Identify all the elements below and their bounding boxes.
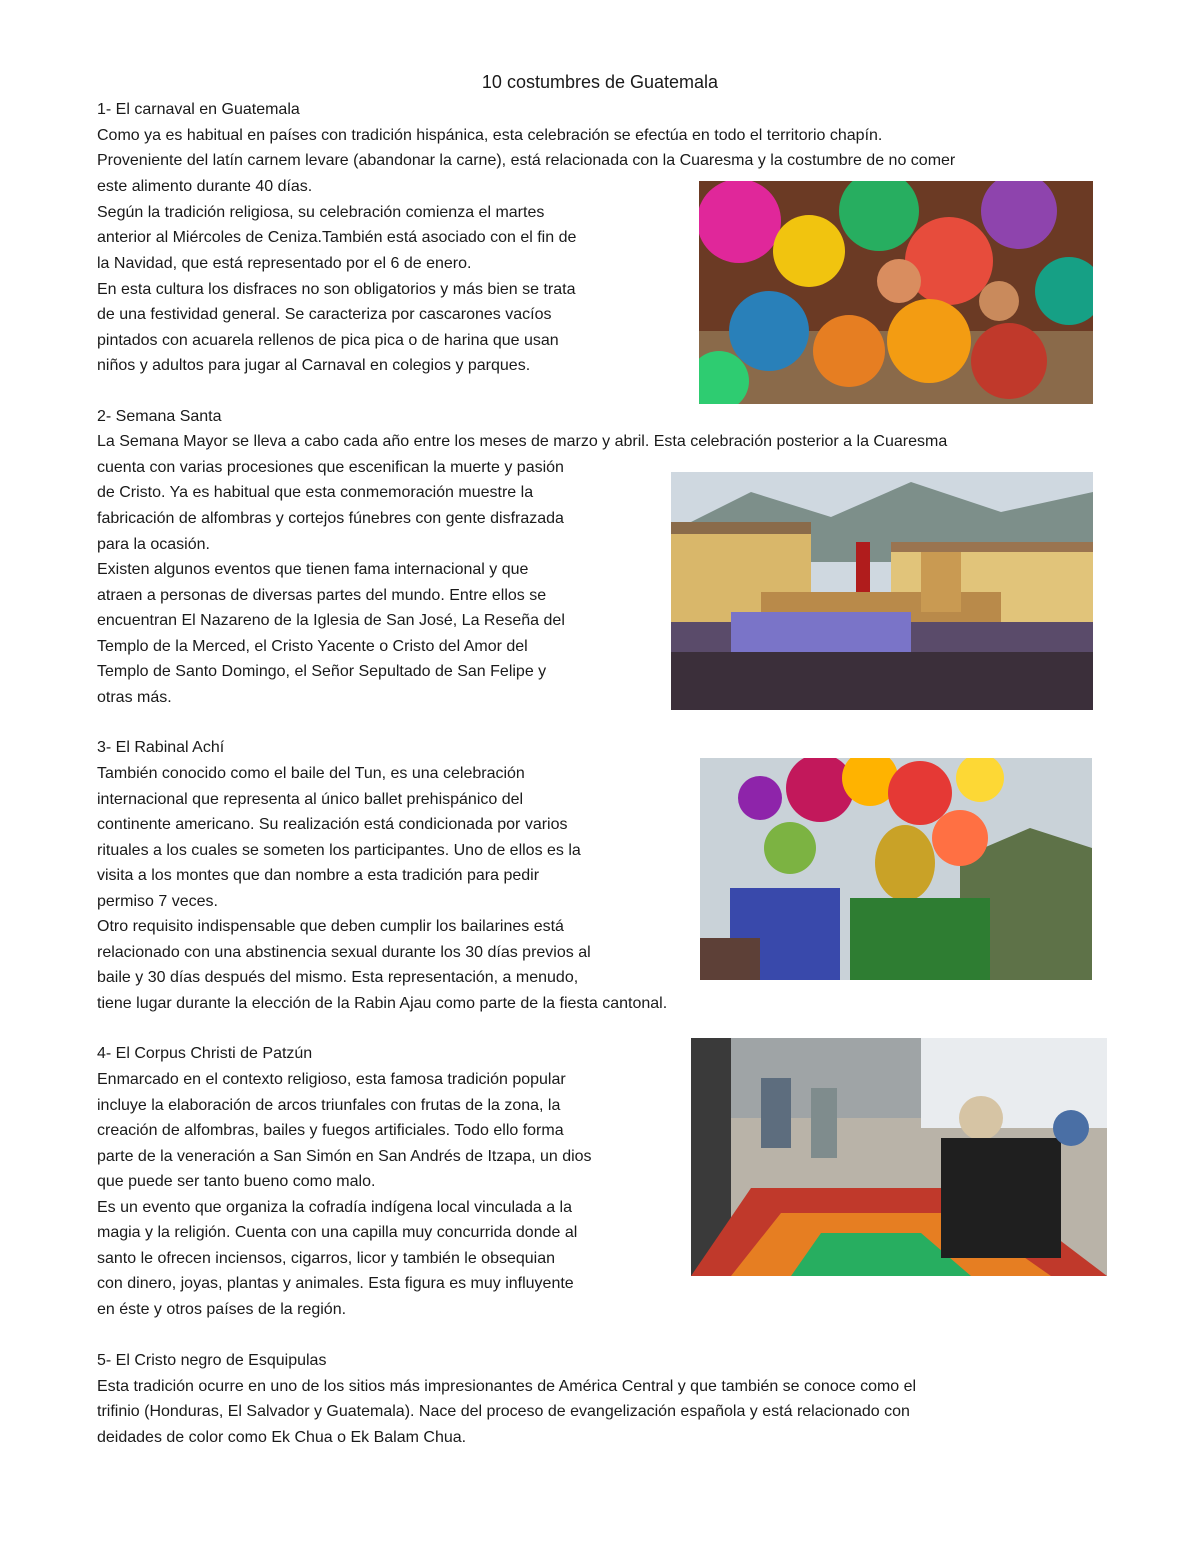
text-line: de una festividad general. Se caracteriza por cascarones vacíos [97, 306, 552, 323]
text-line: visita a los montes que dan nombre a esta tradición para pedir [97, 867, 540, 884]
text-line: en éste y otros países de la región. [97, 1301, 347, 1318]
text-line: encuentran El Nazareno de la Iglesia de San José, La Reseña del [97, 612, 565, 629]
text-line: tiene lugar durante la elección de la Rabin Ajau como parte de la fiesta cantonal. [97, 995, 668, 1012]
section-heading: 1- El carnaval en Guatemala [97, 101, 300, 118]
text-line: internacional que representa al único ballet prehispánico del [97, 791, 524, 808]
text-line: También conocido como el baile del Tun, es una celebración [97, 765, 525, 782]
text-line: Templo de Santo Domingo, el Señor Sepultado de San Felipe y [97, 663, 547, 680]
text-line: trifinio (Honduras, El Salvador y Guatemala). Nace del proceso de evangelización española y está relacionado con [97, 1403, 910, 1420]
text-line: relacionado con una abstinencia sexual durante los 30 días previos al [97, 944, 591, 961]
text-line: de Cristo. Ya es habitual que esta conmemoración muestre la [97, 484, 534, 501]
text-line: para la ocasión. [97, 536, 210, 553]
section-heading: 5- El Cristo negro de Esquipulas [97, 1352, 327, 1369]
text-line: Como ya es habitual en países con tradición hispánica, esta celebración se efectúa en todo el territorio chapín. [97, 127, 883, 144]
text-line: Existen algunos eventos que tienen fama internacional y que [97, 561, 529, 578]
text-line: baile y 30 días después del mismo. Esta representación, a menudo, [97, 969, 579, 986]
text-line: Templo de la Merced, el Cristo Yacente o Cristo del Amor del [97, 638, 528, 655]
text-line: la Navidad, que está representado por el 6 de enero. [97, 255, 472, 272]
text-line: En esta cultura los disfraces no son obligatorios y más bien se trata [97, 281, 576, 298]
text-line: Proveniente del latín carnem levare (abandonar la carne), está relacionada con la Cuaresma y la costumbre de no comer [97, 152, 956, 169]
text-line: este alimento durante 40 días. [97, 178, 313, 195]
text-line: permiso 7 veces. [97, 893, 218, 910]
text-line: La Semana Mayor se lleva a cabo cada año entre los meses de marzo y abril. Esta celebración posterior a la Cuaresma [97, 433, 948, 450]
text-line: fabricación de alfombras y cortejos fúnebres con gente disfrazada [97, 510, 564, 527]
section-heading: 3- El Rabinal Achí [97, 739, 225, 756]
text-line: creación de alfombras, bailes y fuegos artificiales. Todo ello forma [97, 1122, 564, 1139]
text-line: Esta tradición ocurre en uno de los sitios más impresionantes de América Central y que también se conoce como el [97, 1378, 917, 1395]
text-line: Otro requisito indispensable que deben cumplir los bailarines está [97, 918, 564, 935]
page-title: 10 costumbres de Guatemala [481, 72, 719, 92]
text-line: deidades de color como Ek Chua o Ek Balam Chua. [97, 1429, 467, 1446]
text-line: niños y adultos para jugar al Carnaval en colegios y parques. [97, 357, 531, 374]
text-line: Es un evento que organiza la cofradía indígena local vinculada a la [97, 1199, 572, 1216]
carnival-photo [699, 181, 1093, 404]
section-heading: 4- El Corpus Christi de Patzún [97, 1045, 313, 1062]
text-line: pintados con acuarela rellenos de pica pica o de harina que usan [97, 332, 559, 349]
text-line: que puede ser tanto bueno como malo. [97, 1173, 376, 1190]
text-line: rituales a los cuales se someten los participantes. Uno de ellos es la [97, 842, 581, 859]
corpus-christi-photo [691, 1038, 1107, 1276]
text-line: parte de la veneración a San Simón en San Andrés de Itzapa, un dios [97, 1148, 592, 1165]
text-line: Enmarcado en el contexto religioso, esta famosa tradición popular [97, 1071, 566, 1088]
procession-photo [671, 472, 1093, 710]
text-line: atraen a personas de diversas partes del mundo. Entre ellos se [97, 587, 547, 604]
rabinal-achi-photo [700, 758, 1092, 980]
section-heading: 2- Semana Santa [97, 408, 222, 425]
text-line: magia y la religión. Cuenta con una capilla muy concurrida donde al [97, 1224, 578, 1241]
text-line: santo le ofrecen inciensos, cigarros, licor y también le obsequian [97, 1250, 556, 1267]
text-line: otras más. [97, 689, 172, 706]
text-line: continente americano. Su realización está condicionada por varios [97, 816, 568, 833]
text-line: cuenta con varias procesiones que escenifican la muerte y pasión [97, 459, 564, 476]
text-line: Según la tradición religiosa, su celebración comienza el martes [97, 204, 545, 221]
text-line: anterior al Miércoles de Ceniza.También está asociado con el fin de [97, 229, 577, 246]
text-line: incluye la elaboración de arcos triunfales con frutas de la zona, la [97, 1097, 561, 1114]
text-line: con dinero, joyas, plantas y animales. Esta figura es muy influyente [97, 1275, 574, 1292]
